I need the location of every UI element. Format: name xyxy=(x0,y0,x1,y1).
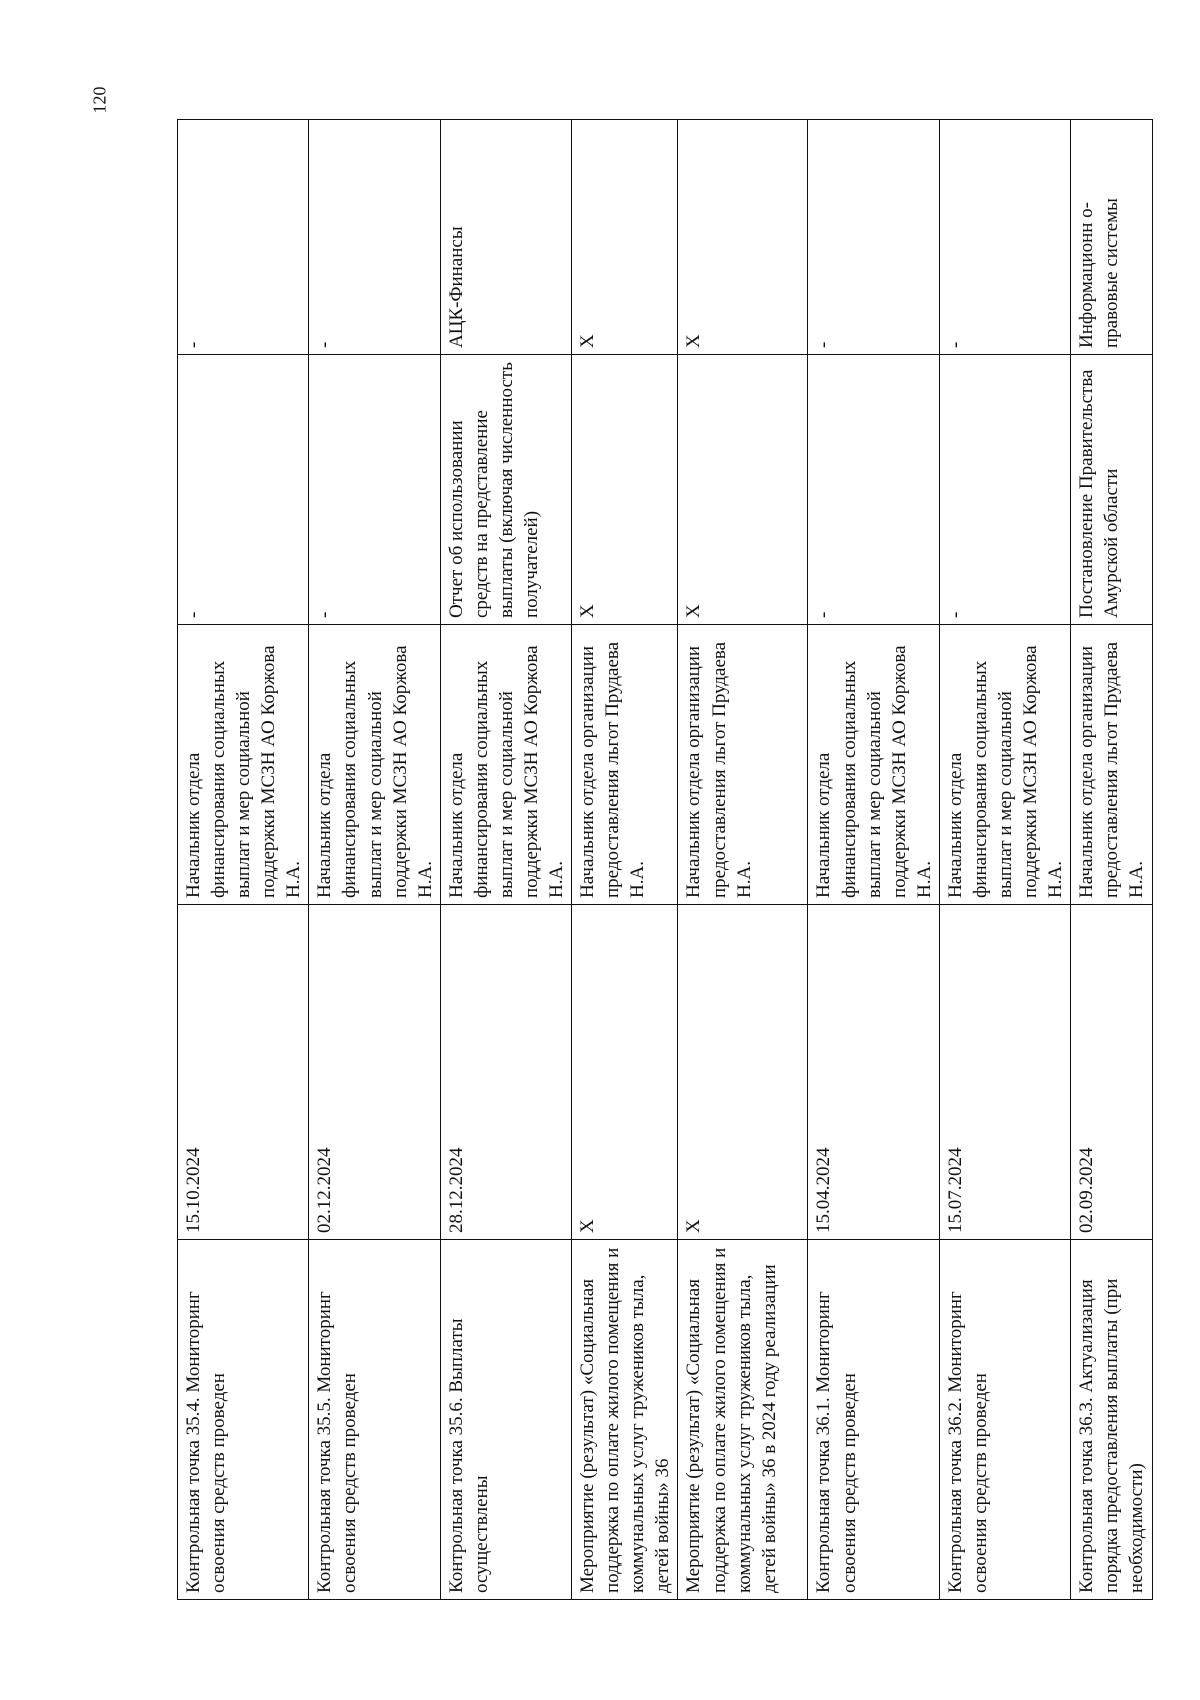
table-row xyxy=(178,120,309,1600)
system-cell: - xyxy=(808,120,939,355)
date-cell: 28.12.2024 xyxy=(440,905,571,1240)
responsible-cell: Начальник отдела финансирования социальных выплат и мер социальной поддержки МСЗН АО Коржова Н.А. xyxy=(939,625,1070,905)
document-cell: - xyxy=(939,355,1070,625)
table-row xyxy=(440,120,571,1600)
date-cell: 15.10.2024 xyxy=(178,905,309,1240)
page-number xyxy=(60,70,140,130)
system-cell: АЦК-Финансы xyxy=(440,120,571,355)
responsible-cell: Начальник отдела финансирования социальных выплат и мер социальной поддержки МСЗН АО Коржова Н.А. xyxy=(309,625,440,905)
page-number-text: 120 xyxy=(89,86,110,114)
responsible-cell: Начальник отдела финансирования социальных выплат и мер социальной поддержки МСЗН АО Коржова Н.А. xyxy=(808,625,939,905)
responsible-cell: Начальник отдела организации предоставления льгот Прудаева Н.А. xyxy=(1071,625,1152,905)
event-cell: Мероприятие (результат) «Социальная поддержка по оплате жилого помещения и коммунальных услуг тружеников тыла, детей войны» 36 в 2024 году реализации xyxy=(678,1240,808,1600)
event-cell: Контрольная точка 35.6. Выплаты осуществлены xyxy=(440,1240,571,1600)
date-cell: 15.04.2024 xyxy=(808,905,939,1240)
system-cell: - xyxy=(178,120,309,355)
table-row xyxy=(808,120,939,1600)
system-cell: Информационн о-правовые системы xyxy=(1071,120,1152,355)
responsible-cell: Начальник отдела финансирования социальных выплат и мер социальной поддержки МСЗН АО Коржова Н.А. xyxy=(440,625,571,905)
event-cell: Контрольная точка 36.1. Мониторинг освоения средств проведен xyxy=(808,1240,939,1600)
document-cell: - xyxy=(309,355,440,625)
control-points-table xyxy=(177,119,1153,1600)
table-row xyxy=(309,120,440,1600)
date-cell: Х xyxy=(572,905,678,1240)
table-container xyxy=(177,120,1148,1600)
document-cell: Постановление Правительства Амурской области xyxy=(1071,355,1152,625)
system-cell: - xyxy=(939,120,1070,355)
rotated-table-frame xyxy=(177,120,1148,1600)
document-cell: Отчет об использовании средств на представление выплаты (включая численность получателей) xyxy=(440,355,571,625)
document-cell: Х xyxy=(678,355,808,625)
system-cell: Х xyxy=(572,120,678,355)
table-row xyxy=(572,120,678,1600)
date-cell: Х xyxy=(678,905,808,1240)
responsible-cell: Начальник отдела финансирования социальных выплат и мер социальной поддержки МСЗН АО Коржова Н.А. xyxy=(178,625,309,905)
event-cell: Контрольная точка 35.5. Мониторинг освоения средств проведен xyxy=(309,1240,440,1600)
event-cell: Контрольная точка 35.4. Мониторинг освоения средств проведен xyxy=(178,1240,309,1600)
responsible-cell: Начальник отдела организации предоставления льгот Прудаева Н.А. xyxy=(572,625,678,905)
document-cell: - xyxy=(808,355,939,625)
date-cell: 02.09.2024 xyxy=(1071,905,1152,1240)
system-cell: - xyxy=(309,120,440,355)
table-row xyxy=(678,120,808,1600)
date-cell: 02.12.2024 xyxy=(309,905,440,1240)
table-row xyxy=(939,120,1070,1600)
responsible-cell: Начальник отдела организации предоставления льгот Прудаева Н.А. xyxy=(678,625,808,905)
document-cell: Х xyxy=(572,355,678,625)
system-cell: Х xyxy=(678,120,808,355)
table-row xyxy=(1071,120,1152,1600)
event-cell: Контрольная точка 36.3. Актуализация порядка предоставления выплаты (при необходимости) xyxy=(1071,1240,1152,1600)
document-cell: - xyxy=(178,355,309,625)
date-cell: 15.07.2024 xyxy=(939,905,1070,1240)
event-cell: Контрольная точка 36.2. Мониторинг освоения средств проведен xyxy=(939,1240,1070,1600)
event-cell: Мероприятие (результат) «Социальная поддержка по оплате жилого помещения и коммунальных услуг тружеников тыла, детей войны» 36 xyxy=(572,1240,678,1600)
